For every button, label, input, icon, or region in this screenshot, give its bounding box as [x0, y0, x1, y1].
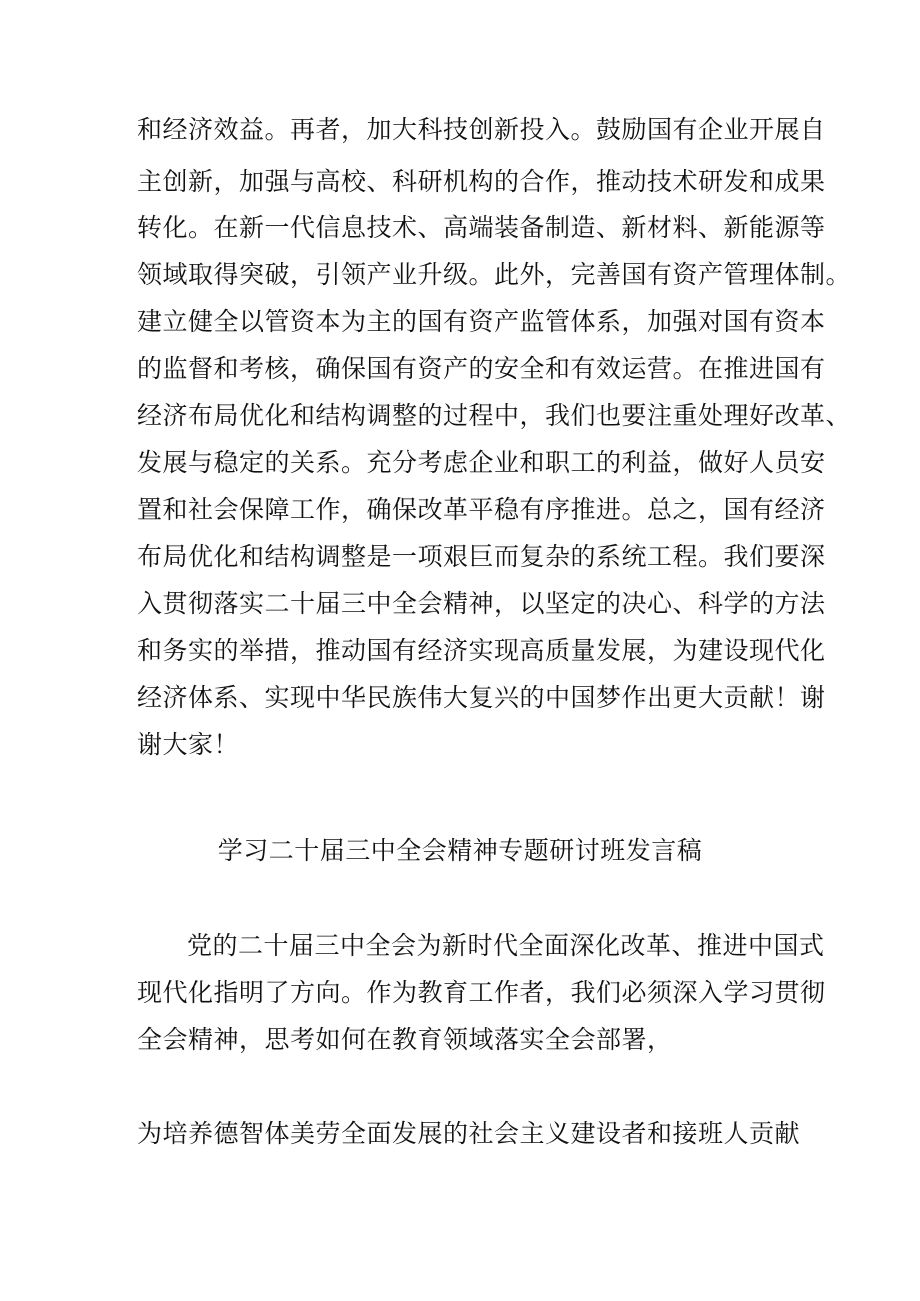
paragraph-line: 主创新，加强与高校、科研机构的合作，推动技术研发和成果: [137, 167, 826, 196]
paragraph-line: 党的二十届三中全会为新时代全面深化改革、推进中国式: [187, 931, 825, 960]
paragraph-line: 经济体系、实现中华民族伟大复兴的中国梦作出更大贡献！谢: [137, 683, 826, 712]
paragraph-line: 全会精神，思考如何在教育领域落实全会部署，: [137, 1025, 673, 1054]
paragraph-line: 谢大家！: [137, 730, 240, 759]
section-title: 学习二十届三中全会精神专题研讨班发言稿: [217, 836, 703, 865]
paragraph-line: 领域取得突破，引领产业升级。此外，完善国有资产管理体制。: [137, 260, 852, 289]
paragraph-line: 现代化指明了方向。作为教育工作者，我们必须深入学习贯彻: [137, 978, 826, 1007]
paragraph-line: 的监督和考核，确保国有资产的安全和有效运营。在推进国有: [137, 354, 826, 383]
paragraph-line: 布局优化和结构调整是一项艰巨而复杂的系统工程。我们要深: [137, 542, 826, 571]
paragraph-line: 发展与稳定的关系。充分考虑企业和职工的利益，做好人员安: [137, 448, 826, 477]
paragraph-line: 建立健全以管资本为主的国有资产监管体系，加强对国有资本: [137, 307, 826, 336]
paragraph-line: 入贯彻落实二十届三中全会精神，以坚定的决心、科学的方法: [137, 589, 826, 618]
paragraph-line: 和经济效益。再者，加大科技创新投入。鼓励国有企业开展自: [137, 115, 826, 144]
paragraph-line: 置和社会保障工作，确保改革平稳有序推进。总之，国有经济: [137, 495, 826, 524]
paragraph-line: 为培养德智体美劳全面发展的社会主义建设者和接班人贡献: [137, 1119, 801, 1148]
paragraph-line: 转化。在新一代信息技术、高端装备制造、新材料、新能源等: [137, 213, 826, 242]
paragraph-line: 和务实的举措，推动国有经济实现高质量发展，为建设现代化: [137, 636, 826, 665]
paragraph-line: 经济布局优化和结构调整的过程中，我们也要注重处理好改革、: [137, 401, 852, 430]
